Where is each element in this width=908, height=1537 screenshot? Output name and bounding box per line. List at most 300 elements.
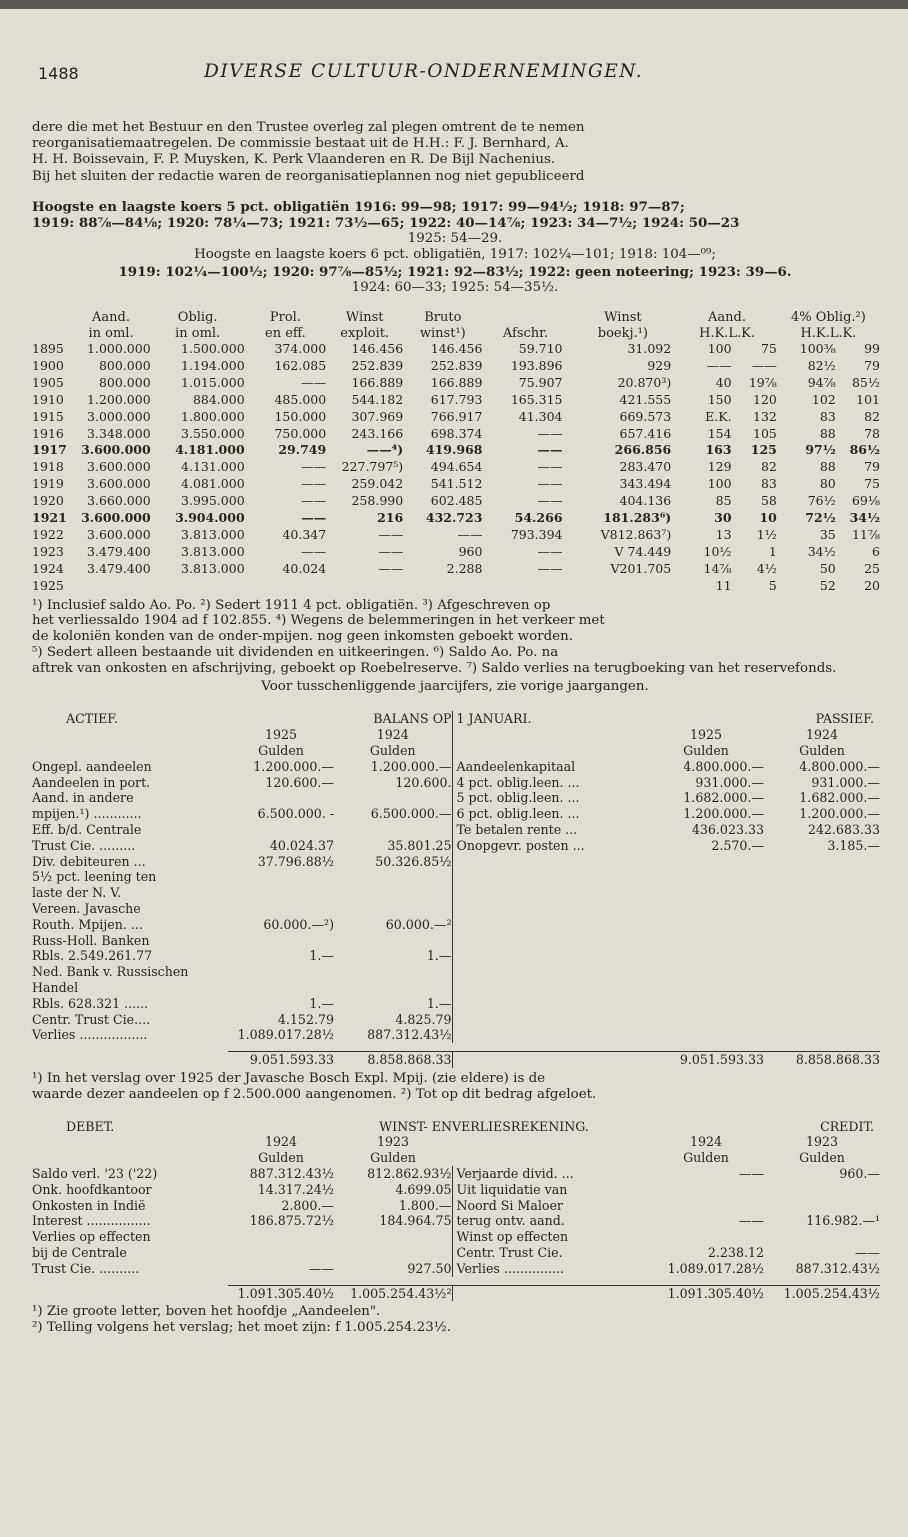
account-value: 960.— bbox=[839, 1165, 880, 1181]
account-value: 242.683.33 bbox=[807, 821, 880, 837]
account-value: 6.500.000. - bbox=[257, 806, 334, 822]
account-value: 1.800.— bbox=[398, 1197, 452, 1213]
account-label: Verlies ............... bbox=[452, 1261, 648, 1277]
table-cell: ——⁴) bbox=[366, 442, 404, 458]
account-value: 1.682.000.— bbox=[683, 790, 764, 806]
table-cell: —— bbox=[706, 357, 732, 373]
table-cell: 20 bbox=[864, 577, 880, 593]
table-cell: 11⅞ bbox=[851, 527, 880, 542]
table-cell: 40.024 bbox=[282, 560, 327, 576]
total-value: 8.858.868.33 bbox=[334, 1052, 452, 1068]
intro-line: dere die met het Bestuur en den Trustee overleg zal plegen omtrent de te nemen bbox=[32, 120, 585, 135]
table-cell: 59.710 bbox=[518, 341, 563, 357]
intro-line: reorganisatiemaatregelen. De commissie bestaat uit de H.H.: F. J. Bernhard, A. bbox=[32, 136, 569, 152]
account-value bbox=[764, 996, 880, 1012]
year-cell: 1895 bbox=[32, 341, 64, 357]
account-value: 436.023.33 bbox=[691, 821, 764, 837]
table-cell: 31.092 bbox=[627, 341, 672, 357]
table-cell: —— bbox=[301, 510, 327, 526]
table-cell: 52 bbox=[819, 577, 836, 593]
column-header: in oml. bbox=[88, 325, 134, 341]
account-row bbox=[32, 822, 880, 838]
table-row bbox=[32, 510, 880, 527]
account-value: 1.089.017.28½ bbox=[237, 1027, 334, 1043]
account-label: Winst op effecten bbox=[452, 1229, 648, 1245]
column-header: H.K.L.K. bbox=[800, 325, 857, 341]
bond-line: 1919: 88⅞—84⅛; 1920: 78¼—73; 1921: 73½—65; 1922: 40—14⅞; 1923: 34—7½; 1924: 50—23 bbox=[32, 215, 740, 232]
table-cell: —— bbox=[537, 476, 563, 492]
account-value bbox=[764, 964, 880, 996]
account-value bbox=[764, 1198, 880, 1214]
table-cell: 960 bbox=[458, 543, 483, 559]
table-cell: V201.705 bbox=[610, 560, 672, 576]
account-value bbox=[648, 869, 764, 885]
table-cell: 1.500.000 bbox=[181, 341, 245, 357]
account-value: 6.500.000.— bbox=[370, 806, 452, 822]
balance-body bbox=[32, 759, 880, 1043]
bond-quotes bbox=[32, 199, 878, 296]
table-cell: 132 bbox=[753, 408, 777, 424]
account-row bbox=[32, 964, 880, 996]
table-cell: 3.904.000 bbox=[175, 510, 245, 526]
account-value bbox=[228, 964, 334, 996]
account-row bbox=[32, 933, 880, 949]
account-label: Ongepl. aandeelen bbox=[32, 758, 152, 774]
intro-line: Bij het sluiten der redactie waren de reorganisatieplannen nog niet gepubliceerd bbox=[32, 168, 585, 184]
table-cell: —— bbox=[457, 527, 483, 542]
column-header: Oblig. bbox=[177, 310, 218, 326]
table-cell: 1.015.000 bbox=[181, 374, 245, 390]
table-cell: 4½ bbox=[756, 560, 777, 576]
account-value: 37.796.88½ bbox=[257, 853, 334, 869]
table-cell: 129 bbox=[707, 459, 732, 475]
footnote-line: ¹) In het verslag over 1925 der Javasche Bosch Expl. Mpij. (zie eldere) is de bbox=[32, 1070, 546, 1086]
top-edge-shadow bbox=[0, 0, 908, 9]
column-header: boekj.¹) bbox=[597, 325, 648, 341]
account-value bbox=[764, 917, 880, 933]
account-label bbox=[452, 869, 648, 885]
account-row bbox=[32, 1012, 880, 1028]
account-value: 60.000.—²) bbox=[263, 916, 334, 932]
table-cell: 669.573 bbox=[619, 408, 672, 424]
footnote-line: het verliessaldo 1904 ad f 102.855. ⁴) Wegens de belemmeringen in het verkeer met bbox=[32, 613, 605, 629]
table-cell: 3.479.400 bbox=[87, 560, 151, 576]
account-value: 927.50 bbox=[407, 1260, 452, 1276]
account-label bbox=[452, 885, 648, 901]
table-cell bbox=[569, 578, 678, 595]
account-value: 116.982.—¹ bbox=[806, 1213, 880, 1229]
table-cell: 3.660.000 bbox=[87, 493, 151, 509]
table-cell bbox=[326, 578, 403, 595]
account-value: 1.200.000.— bbox=[683, 806, 764, 822]
table-cell: 3.813.000 bbox=[181, 543, 245, 559]
account-value bbox=[334, 901, 452, 917]
column-header: H.K.L.K. bbox=[699, 325, 755, 341]
account-label: Russ-Holl. Banken bbox=[32, 932, 150, 948]
unit-header: Gulden bbox=[258, 1150, 304, 1166]
unit-header: Gulden bbox=[683, 743, 729, 758]
account-value bbox=[764, 933, 880, 949]
account-row bbox=[32, 806, 880, 822]
account-label: Verlies op effecten bbox=[32, 1229, 151, 1245]
account-value: 4.152.79 bbox=[277, 1011, 334, 1027]
unit-header: Gulden bbox=[683, 1150, 729, 1166]
account-label: Interest ................ bbox=[32, 1213, 151, 1229]
year-header: 1925 bbox=[264, 727, 298, 743]
page-number: 1488 bbox=[38, 64, 79, 83]
account-value bbox=[334, 964, 452, 996]
table-cell: 1 bbox=[768, 543, 777, 559]
year-cell: 1915 bbox=[32, 408, 64, 424]
table-cell: 75 bbox=[760, 341, 777, 357]
column-header: Prol. bbox=[269, 310, 301, 326]
year-cell: 1921 bbox=[32, 510, 67, 526]
bond-line: 1925: 54—29. bbox=[407, 231, 503, 247]
table-cell: 150.000 bbox=[274, 408, 327, 424]
table-cell: —— bbox=[301, 459, 327, 475]
year-cell: 1922 bbox=[32, 527, 64, 542]
table-cell: 94⅞ bbox=[807, 374, 836, 390]
table-cell: 216 bbox=[377, 510, 404, 526]
pl-footnotes bbox=[32, 1304, 878, 1336]
total-value: 1.091.305.40½ bbox=[648, 1285, 764, 1301]
unit-header: Gulden bbox=[370, 1150, 416, 1166]
table-cell: 3.348.000 bbox=[87, 425, 151, 441]
table-cell: 154 bbox=[707, 425, 732, 441]
table-cell: 25 bbox=[864, 560, 880, 576]
table-cell: 419.968 bbox=[425, 442, 483, 458]
footnote-line: ¹) Zie groote letter, boven het hoofdje „Aandeelen". bbox=[32, 1304, 381, 1320]
account-value: 186.875.72½ bbox=[249, 1213, 334, 1229]
table-cell: —— bbox=[378, 543, 404, 559]
account-value bbox=[648, 917, 764, 933]
table-cell: —— bbox=[301, 493, 327, 509]
account-value: 50.326.85½ bbox=[375, 853, 452, 869]
year-cell: 1923 bbox=[32, 543, 64, 559]
table-cell: 54.266 bbox=[514, 510, 563, 526]
table-row bbox=[32, 341, 880, 358]
account-value: 120.600. bbox=[395, 774, 452, 790]
year-cell: 1924 bbox=[32, 560, 64, 576]
account-label: Trust Cie. .......... bbox=[32, 1260, 140, 1276]
account-row bbox=[32, 901, 880, 917]
account-value: 4.800.000.— bbox=[799, 758, 880, 774]
account-label: Verjaarde divid. ... bbox=[452, 1166, 648, 1182]
table-cell: 150 bbox=[707, 391, 732, 407]
account-value bbox=[334, 1229, 452, 1245]
table-cell: 750.000 bbox=[274, 425, 327, 441]
table-cell: 13 bbox=[715, 527, 732, 542]
table-cell: 40.347 bbox=[282, 527, 327, 542]
account-label bbox=[452, 917, 648, 933]
table-cell: 252.839 bbox=[430, 357, 483, 373]
table-cell: —— bbox=[537, 560, 563, 576]
table-cell: 125 bbox=[750, 442, 777, 458]
footnote-line: de koloniën konden van de onder-mpijen. nog geen inkomsten geboekt worden. bbox=[32, 629, 573, 645]
account-label: terug ontv. aand. bbox=[452, 1213, 648, 1229]
table-cell: 617.793 bbox=[430, 391, 483, 407]
account-label: Onk. hoofdkantoor bbox=[32, 1181, 152, 1197]
table-cell: 252.839 bbox=[351, 357, 404, 373]
table-cell: 1.194.000 bbox=[181, 357, 245, 373]
account-label: Vereen. Javasche bbox=[32, 900, 141, 916]
account-value bbox=[334, 885, 452, 901]
account-value: 931.000.— bbox=[695, 774, 764, 790]
unit-header: Gulden bbox=[799, 743, 845, 758]
table-cell: 307.969 bbox=[351, 408, 404, 424]
table-cell: 602.485 bbox=[430, 493, 483, 509]
table-cell: 165.315 bbox=[510, 391, 563, 407]
footnote-line: waarde dezer aandeelen op f 2.500.000 aangenomen. ²) Tot op dit bedrag afgeloet. bbox=[32, 1086, 597, 1102]
table-cell: 58 bbox=[760, 493, 777, 509]
table-cell: —— bbox=[751, 357, 777, 373]
account-row bbox=[32, 790, 880, 806]
table-cell: 69⅛ bbox=[851, 493, 880, 509]
table-cell: 5 bbox=[768, 577, 777, 593]
running-header bbox=[32, 62, 878, 88]
table-row bbox=[32, 527, 880, 544]
account-label: Trust Cie. ......... bbox=[32, 837, 136, 853]
balance-title: BALANS OP bbox=[373, 711, 452, 727]
table-cell: 78 bbox=[864, 425, 880, 441]
account-value bbox=[228, 885, 334, 901]
account-row bbox=[32, 996, 880, 1012]
table-cell: 3.600.000 bbox=[81, 510, 151, 526]
account-value: 2.800.— bbox=[281, 1197, 334, 1213]
unit-header: Gulden bbox=[258, 743, 304, 758]
account-value bbox=[648, 933, 764, 949]
table-cell: 41.304 bbox=[518, 408, 563, 424]
balance-sheet bbox=[32, 711, 880, 1068]
table-cell: 85½ bbox=[851, 374, 880, 390]
table-cell: 10½ bbox=[703, 543, 732, 559]
account-label bbox=[452, 901, 648, 917]
table-row bbox=[32, 544, 880, 561]
table-row bbox=[32, 493, 880, 510]
bond-line: Hoogste en laagste koers 6 pct. obligatiën, 1917: 102¼—101; 1918: 104—⁰⁹; bbox=[194, 247, 716, 263]
year-cell: 1916 bbox=[32, 425, 64, 441]
column-header: Winst bbox=[604, 310, 642, 326]
account-value: —— bbox=[308, 1260, 334, 1276]
account-value: 1.682.000.— bbox=[799, 790, 880, 806]
year-header: 1925 bbox=[689, 727, 723, 743]
account-label: 5½ pct. leening ten bbox=[32, 869, 157, 885]
account-value bbox=[334, 822, 452, 838]
table-cell: 3.000.000 bbox=[87, 408, 151, 424]
table-cell: 35 bbox=[819, 527, 836, 542]
table-cell: V 74.449 bbox=[614, 543, 672, 559]
account-value bbox=[228, 869, 334, 885]
table-cell: 72½ bbox=[805, 510, 836, 526]
balance-footnotes bbox=[32, 1071, 878, 1103]
table-cell: 3.600.000 bbox=[87, 527, 151, 542]
table-cell: 343.494 bbox=[619, 476, 672, 492]
account-row bbox=[32, 759, 880, 775]
table-cell: 120 bbox=[753, 391, 777, 407]
account-label: Routh. Mpijen. ... bbox=[32, 916, 143, 932]
account-value bbox=[764, 1182, 880, 1198]
table-cell: —— bbox=[378, 560, 404, 576]
year-cell: 1925 bbox=[32, 577, 64, 593]
table-cell: 3.600.000 bbox=[87, 459, 151, 475]
table-cell: 11 bbox=[715, 577, 732, 593]
table-cell: 2.288 bbox=[446, 560, 483, 576]
table-cell: 494.654 bbox=[430, 459, 483, 475]
table-cell: 34½ bbox=[849, 510, 880, 526]
footnote-line: ¹) Inclusief saldo Ao. Po. ²) Sedert 1911 4 pct. obligatiën. ³) Afgeschreven op bbox=[32, 597, 551, 613]
account-value: 2.570.— bbox=[711, 837, 764, 853]
running-title: DIVERSE CULTUUR-ONDERNEMINGEN. bbox=[204, 61, 644, 82]
table-cell: 698.374 bbox=[430, 425, 483, 441]
table-cell bbox=[151, 578, 245, 595]
account-value bbox=[764, 885, 880, 901]
account-row bbox=[32, 775, 880, 791]
account-value: 1.— bbox=[426, 995, 452, 1011]
table-cell: 884.000 bbox=[192, 391, 245, 407]
column-header: Aand. bbox=[92, 310, 131, 326]
table-cell: —— bbox=[301, 543, 327, 559]
table-cell: 800.000 bbox=[98, 374, 151, 390]
table-cell: 79 bbox=[864, 459, 880, 475]
table-cell: 193.896 bbox=[510, 357, 563, 373]
footnote-line: ⁵) Sedert alleen bestaande uit dividenden en uitkeeringen. ⁶) Saldo Ao. Po. na bbox=[32, 645, 559, 661]
account-row bbox=[32, 838, 880, 854]
table-cell: 146.456 bbox=[351, 341, 404, 357]
table-cell: 166.889 bbox=[430, 374, 483, 390]
table-cell: 10 bbox=[759, 510, 777, 526]
table-cell: 14⅞ bbox=[703, 560, 732, 576]
side-label: ACTIEF. bbox=[66, 711, 119, 727]
account-label: Aandeelen in port. bbox=[32, 774, 151, 790]
table-cell: 100⅜ bbox=[799, 341, 836, 357]
year-header: 1924 bbox=[805, 727, 839, 743]
column-header: Afschr. bbox=[502, 325, 549, 341]
table-cell: 929 bbox=[647, 357, 672, 373]
column-header: in oml. bbox=[175, 325, 221, 341]
table-row bbox=[32, 476, 880, 493]
table-cell: 4.131.000 bbox=[181, 459, 245, 475]
table-cell: 100 bbox=[707, 341, 732, 357]
table-cell: 404.136 bbox=[619, 493, 672, 509]
account-label: Div. debiteuren ... bbox=[32, 853, 146, 869]
table-cell: 3.600.000 bbox=[81, 442, 151, 458]
table-cell: E.K. bbox=[705, 408, 732, 424]
account-value: 184.964.75 bbox=[379, 1213, 452, 1229]
account-value: 887.312.43½ bbox=[795, 1260, 880, 1276]
side-label: CREDIT. bbox=[820, 1118, 874, 1134]
table-cell: 163 bbox=[705, 442, 732, 458]
table-cell: 266.856 bbox=[614, 442, 672, 458]
table-cell: 432.723 bbox=[425, 510, 483, 526]
account-value bbox=[228, 901, 334, 917]
account-row bbox=[32, 1182, 880, 1198]
account-row bbox=[32, 1166, 880, 1182]
table-cell: 75.907 bbox=[518, 374, 563, 390]
account-value bbox=[648, 885, 764, 901]
table-cell: 657.416 bbox=[619, 425, 672, 441]
account-value: 1.089.017.28½ bbox=[667, 1260, 764, 1276]
table-cell: —— bbox=[378, 527, 404, 542]
intro-paragraph bbox=[32, 120, 878, 185]
table-cell: 99 bbox=[864, 341, 880, 357]
table-row bbox=[32, 358, 880, 375]
account-value: 4.800.000.— bbox=[683, 758, 764, 774]
account-label: Eff. b/d. Centrale bbox=[32, 821, 142, 837]
account-row bbox=[32, 885, 880, 901]
account-label: Rbls. 2.549.261.77 bbox=[32, 948, 153, 964]
account-value: 931.000.— bbox=[811, 774, 880, 790]
table-cell: 3.813.000 bbox=[181, 527, 245, 542]
table-row bbox=[32, 392, 880, 409]
year-header: 1924 bbox=[376, 727, 409, 743]
table-cell: 29.749 bbox=[278, 442, 327, 458]
account-value: —— bbox=[738, 1213, 764, 1229]
account-label: Ned. Bank v. Russischen Handel bbox=[32, 964, 189, 995]
account-value: —— bbox=[854, 1244, 880, 1260]
profit-loss-account bbox=[32, 1119, 880, 1302]
table-cell: —— bbox=[537, 442, 563, 458]
table-cell: 79 bbox=[864, 357, 880, 373]
account-label: Onkosten in Indië bbox=[32, 1197, 146, 1213]
year-cell: 1917 bbox=[32, 442, 67, 458]
table-cell: 34½ bbox=[807, 543, 836, 559]
table-row bbox=[32, 459, 880, 476]
account-value: 2.238.12 bbox=[707, 1244, 764, 1260]
account-value bbox=[648, 1182, 764, 1198]
table-cell bbox=[403, 578, 482, 595]
table-cell: 3.995.000 bbox=[181, 493, 245, 509]
table-cell: 166.889 bbox=[351, 374, 404, 390]
column-header: 4% Oblig.²) bbox=[791, 310, 866, 326]
table-cell: V812.863⁷) bbox=[600, 527, 672, 542]
table-cell: 793.394 bbox=[510, 527, 563, 542]
account-value: 1.200.000.— bbox=[253, 758, 334, 774]
account-label: Noord Si Maloer bbox=[452, 1198, 648, 1214]
total-value: 9.051.593.33 bbox=[648, 1052, 764, 1068]
account-label: Aand. in andere bbox=[32, 790, 134, 806]
account-value bbox=[764, 1012, 880, 1028]
account-value: 4.825.79 bbox=[395, 1011, 452, 1027]
account-value: 887.312.43½ bbox=[249, 1165, 334, 1181]
unit-header: Gulden bbox=[799, 1150, 845, 1166]
table-cell: 4.181.000 bbox=[175, 442, 245, 458]
side-label: PASSIEF. bbox=[815, 711, 874, 727]
column-header: en eff. bbox=[265, 325, 306, 341]
account-value bbox=[228, 1229, 334, 1245]
account-label: laste der N. V. bbox=[32, 885, 122, 901]
account-value bbox=[334, 933, 452, 949]
account-value bbox=[334, 1245, 452, 1261]
pl-title: VERLIESREKENING. bbox=[452, 1118, 589, 1134]
account-value bbox=[764, 854, 880, 870]
table-cell bbox=[245, 578, 327, 595]
account-value bbox=[648, 1012, 764, 1028]
side-label: DEBET. bbox=[66, 1118, 115, 1134]
year-cell: 1920 bbox=[32, 493, 64, 509]
total-value: 1.091.305.40½ bbox=[228, 1285, 334, 1301]
table-cell: 30 bbox=[714, 510, 732, 526]
year-cell: 1918 bbox=[32, 459, 64, 475]
account-value: 1.200.000.— bbox=[370, 758, 452, 774]
account-value: 3.185.— bbox=[827, 837, 880, 853]
account-value bbox=[764, 901, 880, 917]
table-cell: 80 bbox=[819, 476, 836, 492]
account-value bbox=[764, 1229, 880, 1245]
table-cell: 181.283⁶) bbox=[603, 510, 672, 526]
year-cell: 1910 bbox=[32, 391, 64, 407]
total-value: 1.005.254.43½ bbox=[764, 1285, 880, 1301]
table-cell: 3.600.000 bbox=[87, 476, 151, 492]
